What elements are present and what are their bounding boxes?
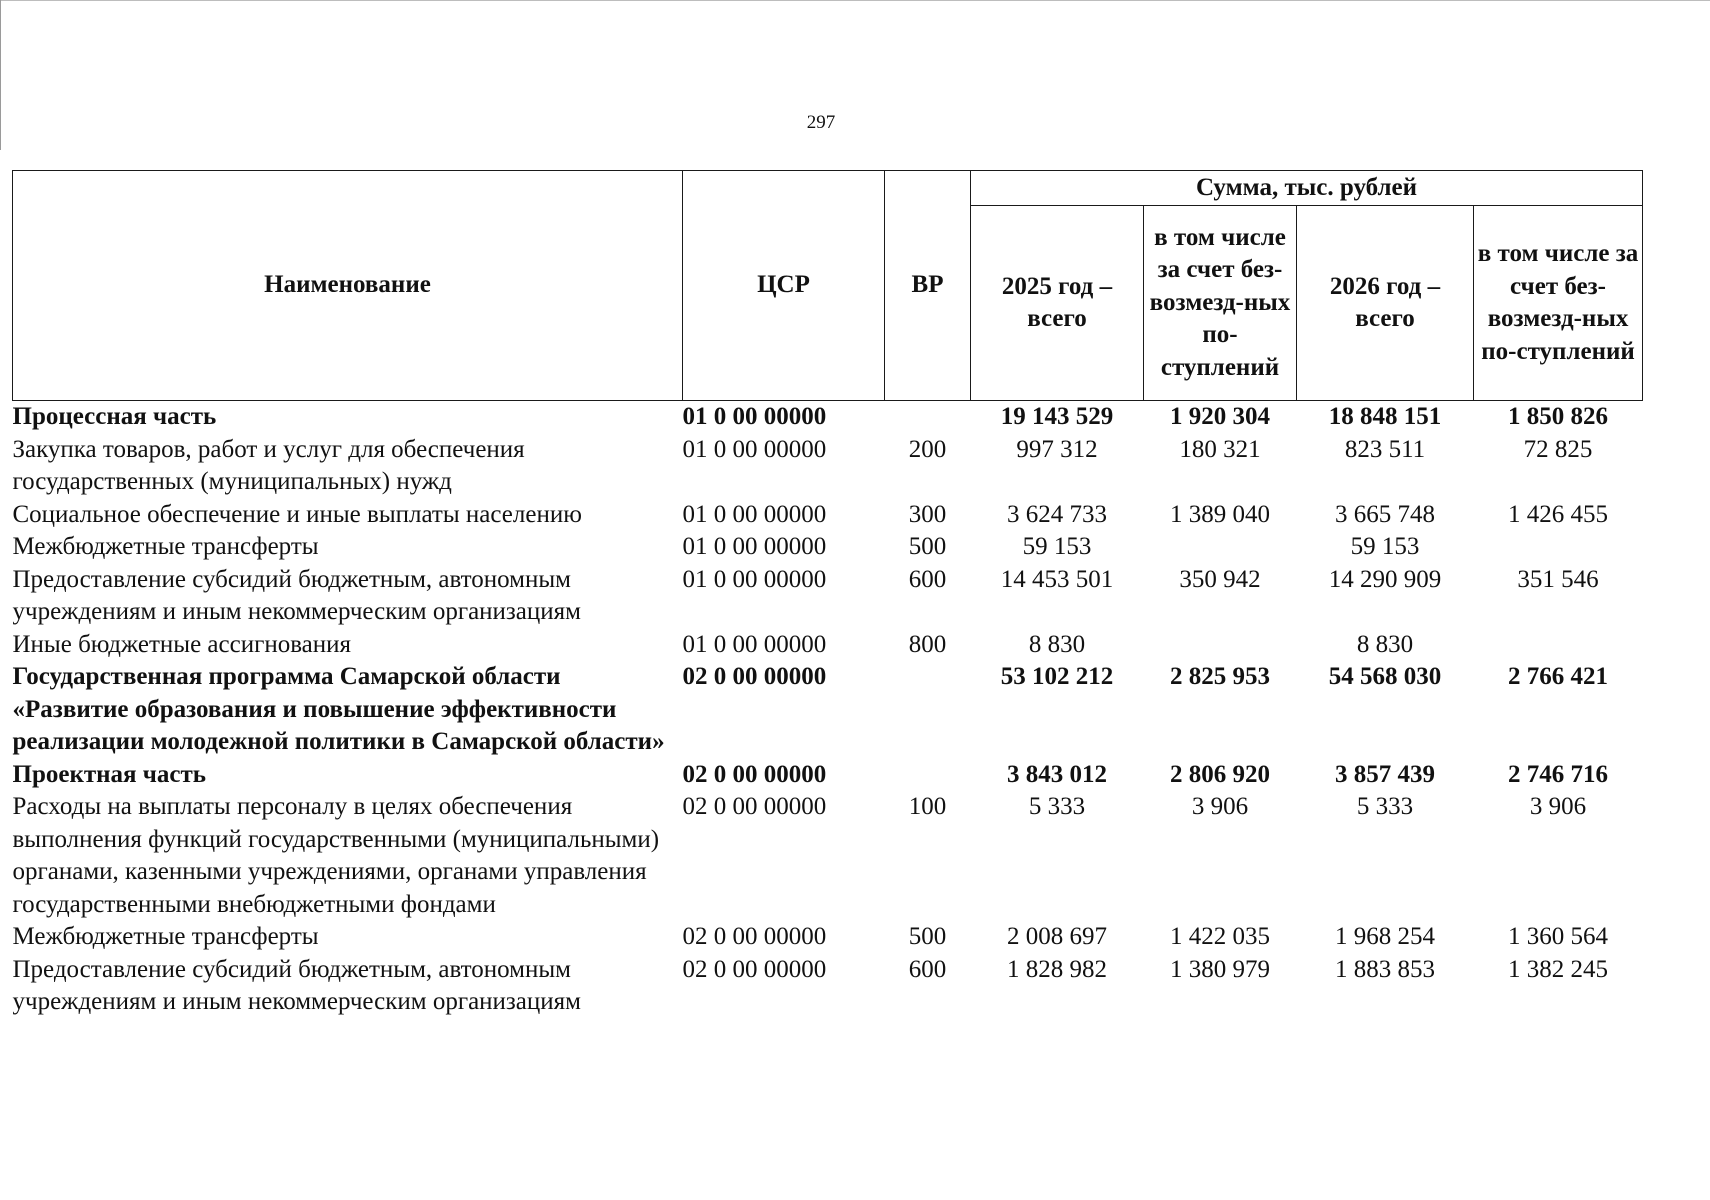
table-row [13, 759, 1643, 792]
row-name: Предоставление субсидий бюджетным, автономным учреждениям и иным некоммерческим организациям [12, 565, 581, 625]
row-2025-total: 19 143 529 [971, 401, 1144, 434]
row-csr: 02 0 00 00000 [682, 955, 827, 983]
row-2025-grants: 350 942 [1179, 565, 1261, 593]
row-2026-grants [1474, 629, 1643, 662]
row-2026-total: 54 568 030 [1328, 663, 1442, 690]
header-name: Наименование [13, 171, 683, 401]
row-csr: 01 0 00 00000 [682, 533, 827, 560]
row-vr: 600 [908, 955, 947, 983]
header-sum: Сумма, тыс. рублей [971, 171, 1643, 206]
row-2026-total: 3 857 439 [1335, 760, 1435, 788]
row-2025-grants [1144, 531, 1297, 564]
row-2025-grants: 2 806 920 [1170, 760, 1270, 788]
row-name: Процессная часть [13, 401, 683, 434]
row-2026-grants: 3 906 [1529, 793, 1587, 820]
table-row [13, 629, 1643, 662]
table-row [13, 661, 1643, 759]
row-2026-grants: 1 850 826 [1474, 401, 1643, 434]
table-row [13, 564, 1643, 629]
row-2026-grants: 351 546 [1517, 565, 1599, 593]
row-2026-grants: 1 426 455 [1508, 500, 1609, 528]
row-2025-total: 8 830 [1028, 630, 1086, 658]
row-2025-total: 997 312 [1016, 435, 1098, 463]
row-name: Закупка товаров, работ и услуг для обеспечения государственных (муниципальных) нужд [12, 435, 525, 495]
row-2026-total: 59 153 [1350, 533, 1420, 560]
table-row [13, 434, 1643, 499]
row-2025-grants: 1 422 035 [1170, 923, 1270, 950]
row-2026-grants: 72 825 [1523, 435, 1593, 463]
table-row [13, 531, 1643, 564]
header-csr: ЦСР [683, 171, 885, 401]
table-header [13, 171, 1643, 401]
row-2025-grants: 1 920 304 [1144, 401, 1297, 434]
row-name: Проектная часть [12, 760, 207, 788]
header-2026-grants: в том числе за счет без-возмезд-ных по-ступлений [1474, 206, 1643, 401]
row-2025-grants: 1 389 040 [1170, 500, 1270, 528]
row-vr: 600 [908, 565, 947, 593]
page-number: 297 [806, 112, 836, 133]
row-vr: 200 [908, 435, 947, 463]
row-csr: 01 0 00 00000 [682, 630, 827, 658]
row-2026-total: 1 968 254 [1335, 923, 1435, 950]
row-2026-grants: 2 746 716 [1508, 760, 1609, 788]
row-csr: 01 0 00 00000 [682, 500, 827, 528]
table-row [13, 499, 1643, 532]
row-2026-grants: 2 766 421 [1508, 663, 1609, 690]
row-csr: 02 0 00 00000 [682, 923, 827, 950]
row-2025-grants: 2 825 953 [1170, 663, 1270, 690]
row-name: Государственная программа Самарской области «Развитие образования и повышение эффективности реализации молодежной политики в Самарской области» [12, 663, 665, 755]
row-name: Межбюджетные трансферты [12, 923, 319, 950]
row-2026-total: 18 848 151 [1297, 401, 1474, 434]
row-2026-total: 1 883 853 [1335, 955, 1435, 983]
row-2026-total: 3 665 748 [1335, 500, 1435, 528]
row-2025-total: 53 102 212 [1000, 663, 1114, 690]
row-name: Межбюджетные трансферты [12, 533, 319, 560]
row-2025-total: 3 843 012 [1007, 760, 1107, 788]
table-body [13, 401, 1643, 1019]
row-2025-grants [1144, 629, 1297, 662]
row-vr: 500 [908, 923, 947, 950]
header-2026-total: 2026 год – всего [1297, 206, 1474, 401]
row-csr: 01 0 00 00000 [683, 401, 885, 434]
row-csr: 02 0 00 00000 [682, 760, 827, 788]
row-vr [885, 661, 971, 759]
row-csr: 01 0 00 00000 [682, 565, 827, 593]
row-2026-total: 8 830 [1356, 630, 1414, 658]
table-row [13, 791, 1643, 921]
row-2026-total: 5 333 [1356, 793, 1414, 820]
header-2025-grants: в том числе за счет без-возмезд-ных по-ступлений [1144, 206, 1297, 401]
row-2025-total: 59 153 [1022, 533, 1092, 560]
header-vr: ВР [885, 171, 971, 401]
row-2025-total: 1 828 982 [1007, 955, 1107, 983]
row-vr [885, 401, 971, 434]
row-name: Расходы на выплаты персоналу в целях обеспечения выполнения функций государственными (муниципальными) органами, казенными учреждениями, органами управления государственными внебюджетными фондами [12, 793, 660, 918]
row-2025-grants: 180 321 [1179, 435, 1261, 463]
row-vr: 100 [908, 793, 947, 820]
row-name: Иные бюджетные ассигнования [12, 630, 352, 658]
row-csr: 02 0 00 00000 [682, 663, 827, 690]
scan-edge-top [0, 0, 1710, 1]
row-2025-total: 14 453 501 [1000, 565, 1114, 593]
table-row [13, 954, 1643, 1019]
row-2026-grants: 1 360 564 [1508, 923, 1609, 950]
row-2026-total: 823 511 [1344, 435, 1426, 463]
row-2025-total: 3 624 733 [1007, 500, 1107, 528]
row-2026-total: 14 290 909 [1328, 565, 1442, 593]
row-2025-grants: 3 906 [1191, 793, 1249, 820]
table-row [13, 921, 1643, 954]
header-2025-total: 2025 год – всего [971, 206, 1144, 401]
row-vr [885, 759, 971, 792]
row-name: Предоставление субсидий бюджетным, автономным учреждениям и иным некоммерческим организациям [12, 955, 581, 1015]
row-2026-grants [1474, 531, 1643, 564]
row-2025-total: 5 333 [1028, 793, 1086, 820]
budget-table [12, 170, 1643, 1019]
row-vr: 500 [908, 533, 947, 560]
row-csr: 02 0 00 00000 [682, 793, 827, 820]
row-2025-grants: 1 380 979 [1170, 955, 1270, 983]
row-vr: 800 [908, 630, 947, 658]
row-2025-total: 2 008 697 [1007, 923, 1107, 950]
table-row [13, 401, 1643, 434]
row-csr: 01 0 00 00000 [682, 435, 827, 463]
row-name: Социальное обеспечение и иные выплаты населению [12, 500, 582, 528]
row-2026-grants: 1 382 245 [1508, 955, 1609, 983]
row-vr: 300 [908, 500, 947, 528]
